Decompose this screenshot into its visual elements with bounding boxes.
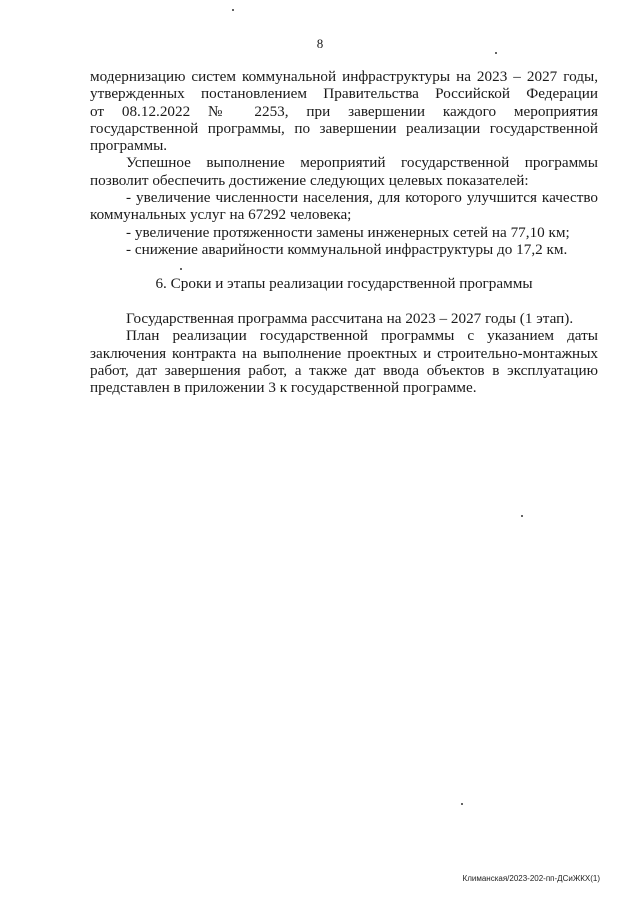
scan-speck — [461, 803, 463, 805]
section-heading: 6. Сроки и этапы реализации государственной программы — [155, 275, 533, 292]
document-footer: Климанская/2023-202-пп-ДСиЖКХ(1) — [462, 874, 600, 883]
text-line: Успешное выполнение мероприятий государственной программы — [126, 154, 598, 172]
page-number: 8 — [316, 36, 324, 51]
text-line: от 08.12.2022 № 2253, при завершении каждого мероприятия — [90, 102, 598, 120]
text-line: работ, дат завершения работ, а также дат ввода объектов в эксплуатацию — [90, 361, 598, 379]
body-text-block-1 — [90, 68, 598, 258]
text-line: Государственная программа рассчитана на 2023 – 2027 годы (1 этап). — [126, 310, 574, 327]
scan-speck — [495, 52, 497, 54]
scan-speck — [232, 9, 234, 11]
text-line: утвержденных постановлением Правительства Российской Федерации — [90, 85, 598, 103]
list-item: - увеличение численности населения, для которого улучшится качество — [126, 189, 598, 207]
text-line: позволит обеспечить достижение следующих целевых показателей: — [90, 171, 529, 189]
text-line: План реализации государственной программы с указанием даты — [126, 327, 598, 345]
scan-speck — [521, 515, 523, 517]
text-line: государственной программы, по завершении реализации государственной — [90, 119, 598, 137]
body-text-block-2 — [90, 310, 598, 396]
text-line: программы. — [90, 137, 168, 155]
list-item: - увеличение протяженности замены инженерных сетей на 77,10 км; — [126, 223, 570, 241]
text-line: представлен в приложении 3 к государственной программе. — [90, 379, 477, 397]
scan-speck — [180, 268, 182, 270]
list-item: - снижение аварийности коммунальной инфраструктуры до 17,2 км. — [126, 240, 568, 258]
text-line: заключения контракта на выполнение проектных и строительно-монтажных — [90, 344, 598, 362]
text-line: коммунальных услуг на 67292 человека; — [90, 206, 352, 224]
text-line: модернизацию систем коммунальной инфраструктуры на 2023 – 2027 годы, — [90, 68, 598, 85]
